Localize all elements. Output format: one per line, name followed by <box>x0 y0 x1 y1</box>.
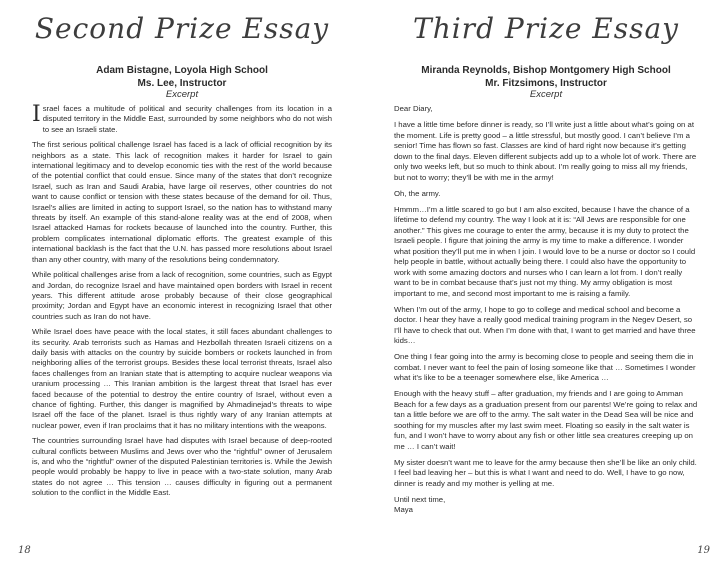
paragraph: Dear Diary, <box>394 104 433 113</box>
paragraph: Israel faces a multitude of political and security challenges from its location in a disputed territory in the Middle East, surrounded by some neighbors who do not wish to see an Israeli state. <box>32 102 332 134</box>
instructor-name: Ms. Lee, Instructor <box>137 78 227 89</box>
essay-heading: Second Prize Essay <box>34 12 330 45</box>
essay-body <box>394 104 698 521</box>
author-name: Adam Bistagne, Loyola High School <box>96 65 268 76</box>
paragraph: My sister doesn’t want me to leave for the army because then she’ll be like an only child. I feel bad leaving her – but this is what I want and need to do. Well, I have to go now, dinner is ready and my mother is yelling at me. <box>394 457 697 488</box>
right-page <box>364 0 728 563</box>
essay-heading: Third Prize Essay <box>413 12 679 45</box>
instructor-name: Mr. Fitzsimons, Instructor <box>485 78 607 89</box>
paragraph: One thing I fear going into the army is becoming close to people and seeing them die in combat. I never want to feel the pain of losing someone like that … Sometimes I wonder what it’s like to be a teenager somewhere else, like America … <box>394 352 696 382</box>
paragraph: The countries surrounding Israel have had disputes with Israel because of deep-rooted cultural conflicts between Muslims and Jews over who the “rightful” owner of Jerusalem is, and who the “rightful” owner of the disputed Palestinian territories is. While the Jewish people would probably be happy to live in peace with a two-state solution, many Arab states do not agree … This tension … causes difficulty in figuring out a permanent solution to the conflict in the Middle East. <box>32 436 332 498</box>
paragraph: Enough with the heavy stuff – after graduation, my friends and I are going to Amman Beach for a few days as a graduation present from our parents! We’re going to relax and tan a little before we are off to the army. The salt water in the Dead Sea will be nice and soothing for my muscles after my last swim meet. Floating so easily in the salt water is fun, and I won’t have to worry about any fish or other little sea creatures creeping up on me … I can’t wait! <box>394 389 698 451</box>
author-block <box>364 64 728 90</box>
drop-cap: I <box>32 102 41 127</box>
author-block <box>0 64 364 90</box>
excerpt-label: Excerpt <box>529 89 563 100</box>
paragraph: I have a little time before dinner is ready, so I’ll write just a little about what’s going on at the moment. Life is pretty good – a little stressful, but mostly good. I can’t believe I’m a senior! Time has flown so fast. Classes are kind of hard right now because it’s getting down to the final days. Eleven different subjects add up to a whole lot of work. There are only two weeks left, but so much to think about. I’m really going to miss all my friends, but not to worry; they’ll be with me in the army! <box>394 120 697 182</box>
paragraph: While Israel does have peace with the local states, it still faces abundant challenges to its security. Arab terrorists such as Hamas and Hezbollah threaten Israeli citizens on a daily basis with attacks on the country by suicide bombers or rockets launched in from neighboring allies of the terrorist groups. Besides these local terrorist threats, Israel also faces challenges from an Iranian state that is attempting to acquire nuclear weapons via uranium processing … This Iranian ambition is the largest threat that Israel has ever faced because of the potential to destroy the entire country of Israel, without even a chance of fighting. Further, this danger is magnified by Ahmadinejad’s threats to wipe Israel off the face of the planet. Israel is thus rightly wary of any Iranian attempts at nuclear power, even if Iran proclaims that it has no military intentions with the weapons. <box>32 327 332 430</box>
paragraph: Maya <box>394 505 413 514</box>
paragraph: The first serious political challenge Israel has faced is a lack of official recognition by its neighbors as a state. This lack of recognition makes it harder for Israel to gain international legitimacy and to develop economic ties with the rest of the world because of the potential conflict that could ensue. Since many of the states that don’t recognize Israel, such as Iran and Saudi Arabia, have large oil reserves, other countries do not want to cause conflict or tension with these states because of the demand for oil. Thus, Israel’s allies are limited in acting to support Israel, so the nation has to withstand many threats by itself. An example of this stand-alone reality was at the end of 2008, when Israel attacked Hamas for rockets because of launched into the country. Further, this problem complicates international diplomatic efforts. The greatest example of this international backlash is the fact that the U.N. has passed more resolutions about Israel than any other country, with many of the resolutions being condemnatory. <box>32 140 332 264</box>
paragraph: When I’m out of the army, I hope to go to college and medical school and become a doctor. I hear they have a really good medical training program in the Negev Desert, so I’ll have to check that out. When I’m done with that, I want to get married and have three kids… <box>394 304 696 345</box>
page-number: 18 <box>18 545 31 556</box>
paragraph: Oh, the army. <box>394 188 441 198</box>
paragraph: Until next time, <box>394 494 446 504</box>
paragraph: Hmmm…I’m a little scared to go but I am also excited, because I have the chance of a lifetime to defend my country. The way I look at it is: “All Jews are responsible for one another.” This gives me courage to enter the army, because it is my duty to protect the Israeli people. I figure that joining the army is my time to make a difference. I wonder what position they’ll put me in when I join. I would love to be a nurse or doctor so I could help people in battle, without actually being there. I could also have the opportunity to work with some amazing doctors and nurses who I can learn a lot from. I don’t really want to be in combat because that’s just not my thing. My army obligation is most important to me, and second most important to me is raising a family. <box>394 204 696 298</box>
page-number: 19 <box>697 545 710 556</box>
excerpt-label: Excerpt <box>165 89 199 100</box>
essay-body <box>32 104 332 504</box>
paragraph: While political challenges arise from a lack of recognition, some countries, such as Egypt and Jordan, do recognize Israel and have maintained open borders with Israel in recent years. This different attitude arose probably because of their close geographical proximity; Jordan and Egypt have an economic interest in recognizing Israel that other countries such as Iran do not have. <box>32 270 332 321</box>
author-name: Miranda Reynolds, Bishop Montgomery High School <box>421 65 671 76</box>
